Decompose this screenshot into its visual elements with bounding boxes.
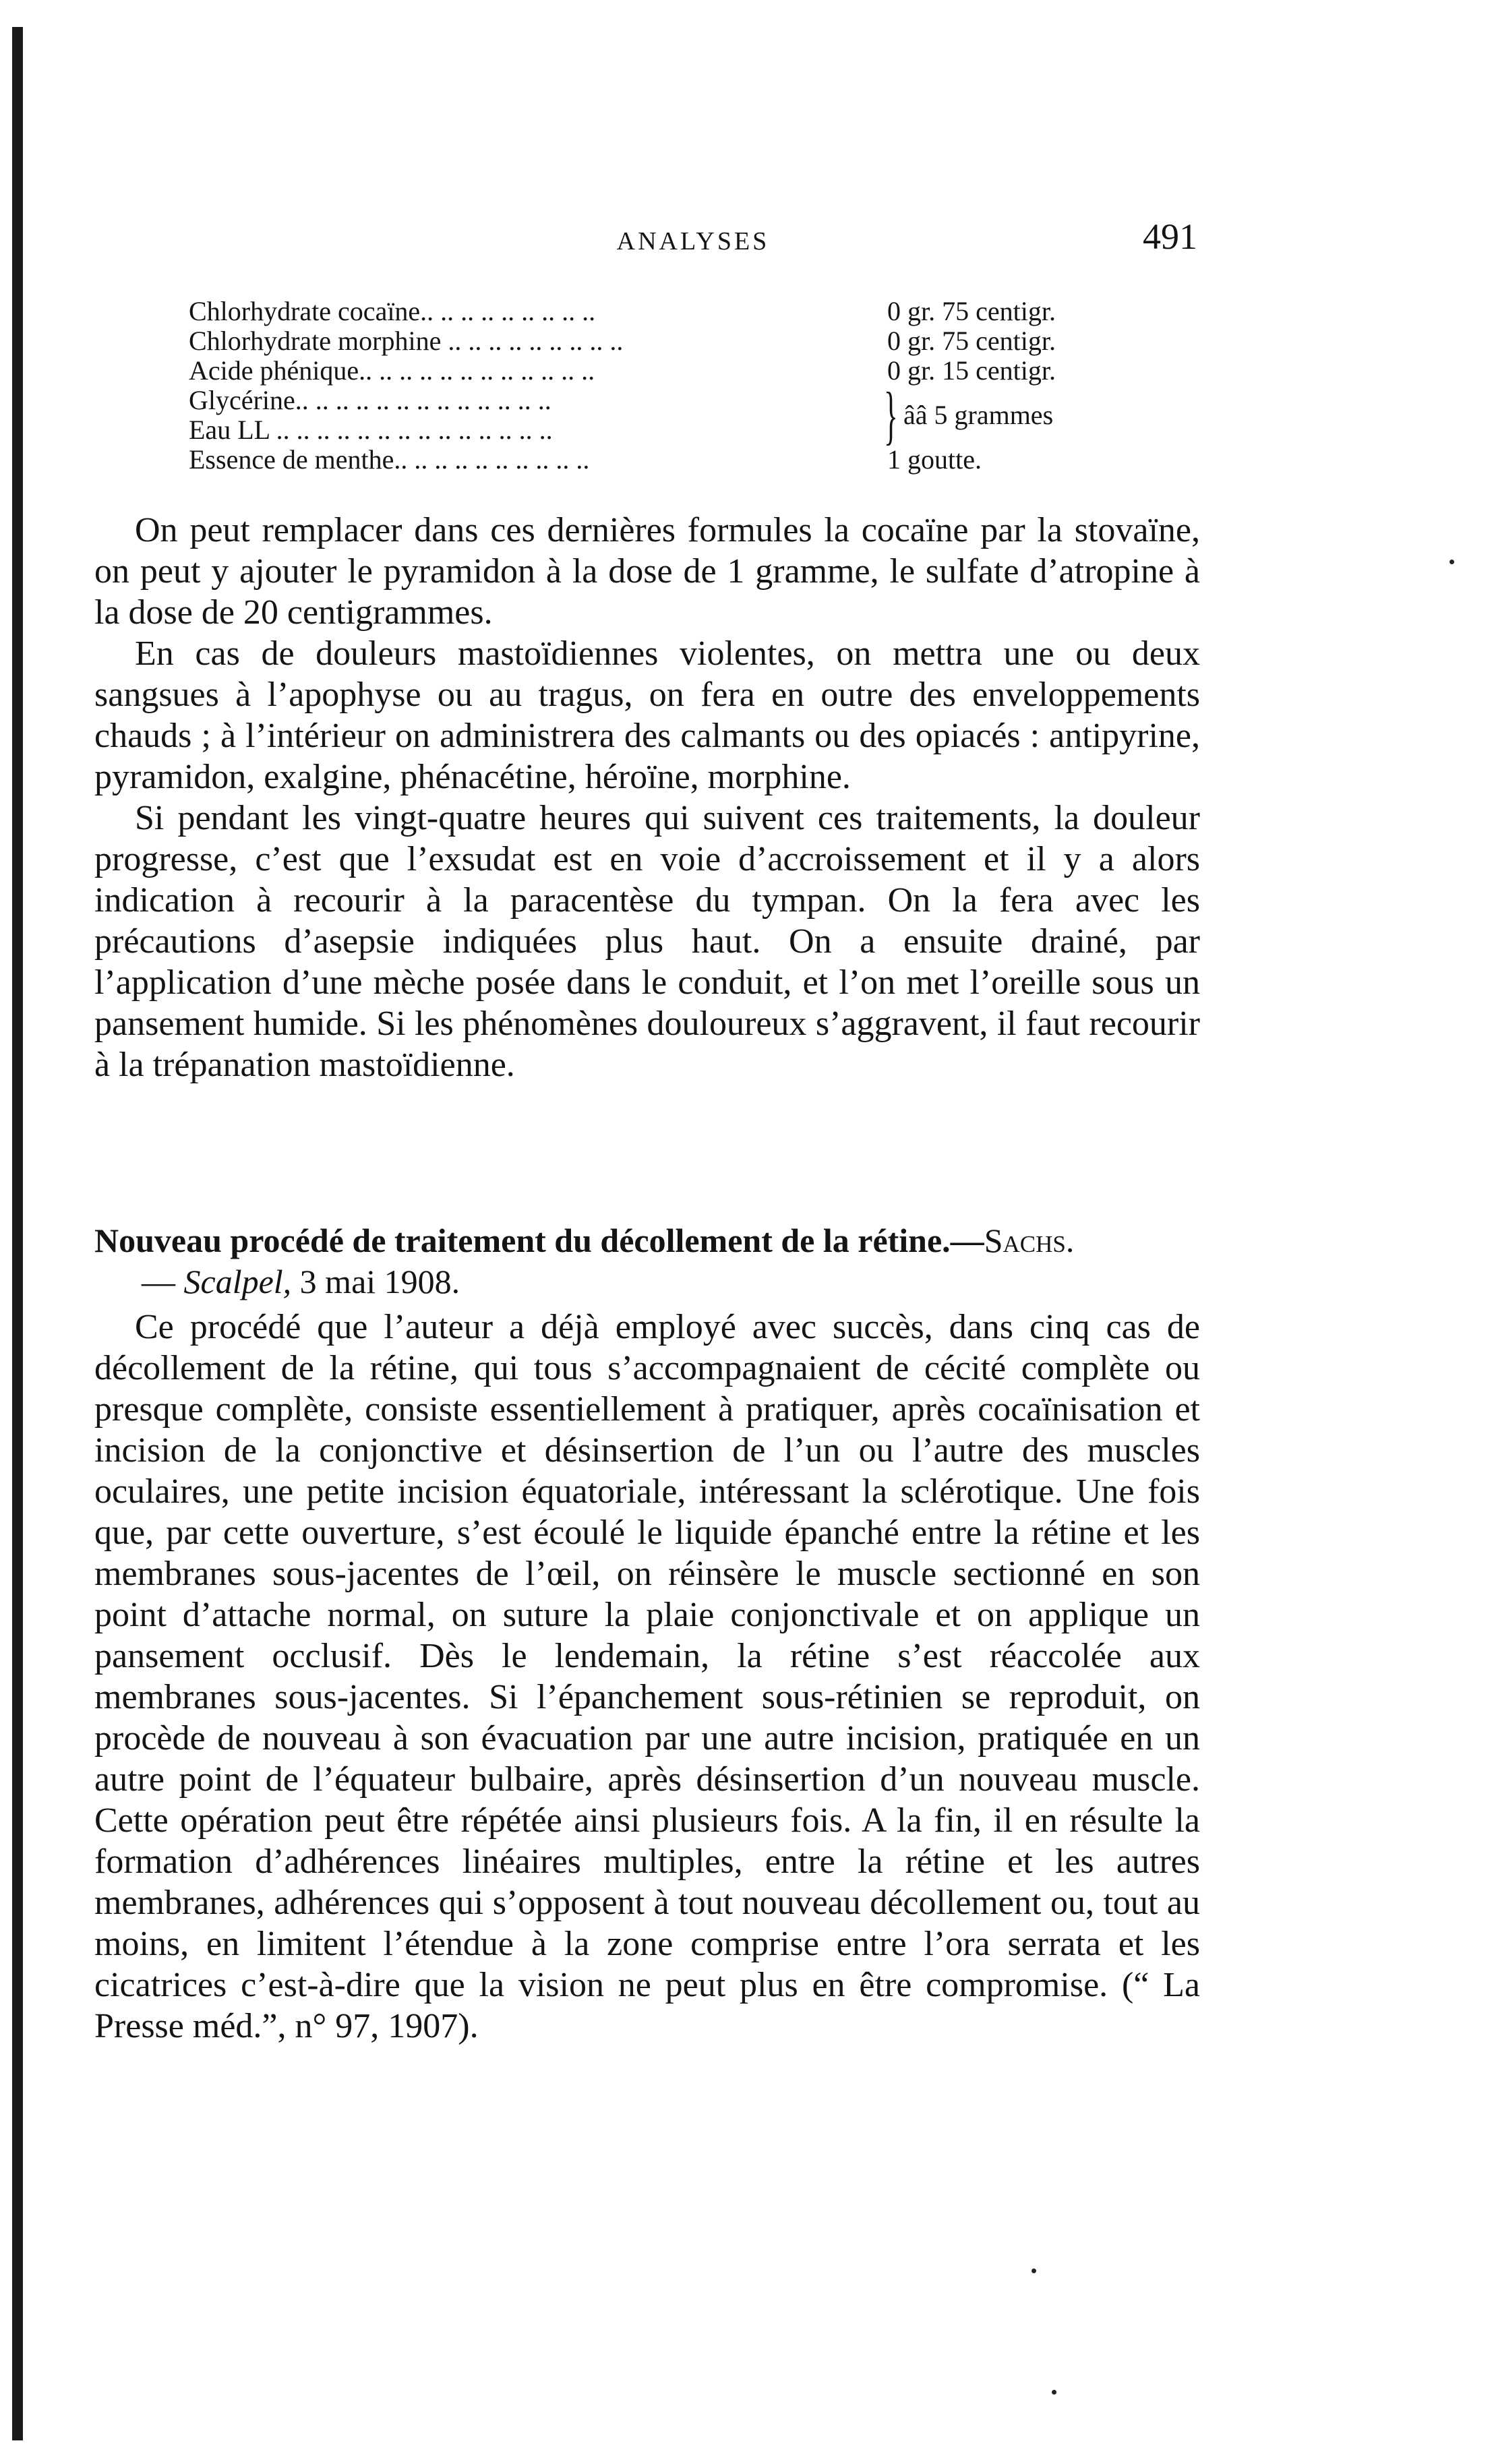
page-number: 491 — [1143, 216, 1197, 257]
article-title: Nouveau procédé de traitement du décollement de la rétine.— — [94, 1222, 984, 1259]
paragraph: Ce procédé que l’auteur a déjà employé avec succès, dans cinq cas de décollement de la rétine, qui tous s’accompagnaient de cécité complète ou presque complète, consiste essentiellement à pratiquer, après cocaïnisation et incision de la conjonctive et désinsertion de l’un ou l’autre des muscles oculaires, une petite incision équatoriale, intéressant la sclérotique. Une fois que, par cette ouverture, s’est écoulé le liquide épanché entre la rétine et les membranes sous-jacentes de l’œil, on réinsère le muscle sectionné en son point d’attache normal, on suture la plaie conjonctivale et on applique un pansement occlusif. Dès le lendemain, la rétine s’est réaccolée aux membranes sous-jacentes. Si l’épanchement sous-rétinien se reproduit, on procède de nouveau à son évacuation par une autre incision, pratiquée en un autre point de l’équateur bulbaire, après désinsertion d’un nouveau muscle. Cette opération peut être répétée ainsi plusieurs fois. A la fin, il en résulte la formation d’adhérences linéaires multiples, entre la rétine et les autres membranes, adhérences qui s’opposent à tout nouveau décollement ou, tout au moins, en limitent l’étendue à la zone comprise entre l’ora serrata et les cicatrices c’est-à-dire que la vision ne peut plus en être compromise. (“ La Presse méd.”, n° 97, 1907). — [94, 1308, 1200, 2045]
paragraph: On peut remplacer dans ces dernières formules la cocaïne par la stovaïne, on peut y ajouter le pyramidon à la dose de 1 gramme, le sulfate d’atropine à la dose de 20 centigrammes. — [94, 511, 1200, 632]
formula-row — [189, 445, 1200, 475]
formula-ingredient: Chlorhydrate cocaïne.. .. .. .. .. .. .. .. .. — [189, 297, 596, 326]
article-source — [94, 1261, 1200, 1302]
formula-ingredient: Eau LL .. .. .. .. .. .. .. .. .. .. .. .. .. .. — [189, 415, 553, 445]
speck-mark — [1052, 2390, 1056, 2395]
speck-mark — [1032, 2268, 1036, 2273]
formula-ingredient: Acide phénique.. .. .. .. .. .. .. .. .. .. .. .. — [189, 356, 595, 386]
speck-mark — [1450, 560, 1454, 564]
formula-quantity: 0 gr. 15 centigr. — [887, 355, 1056, 386]
formula-group-ingredients — [189, 386, 876, 445]
article-author: Sachs. — [984, 1222, 1075, 1259]
page-header — [189, 216, 1197, 270]
scan-edge — [12, 27, 23, 2440]
formula-row — [189, 386, 876, 415]
formula-ingredient: Essence de menthe.. .. .. .. .. .. .. .. .. .. — [189, 445, 590, 475]
formula-row — [189, 415, 876, 445]
source-journal: Scalpel, — [183, 1263, 292, 1300]
running-head: ANALYSES — [616, 227, 770, 256]
formula-row — [189, 356, 1200, 386]
formula-brace-group — [189, 379, 1200, 451]
formula-quantity: 1 goutte. — [887, 444, 982, 475]
article-body — [94, 1306, 1200, 2047]
formula-row — [189, 326, 1200, 356]
brace-symbol: } — [884, 379, 898, 451]
paragraph: En cas de douleurs mastoïdiennes violentes, on mettra une ou deux sangsues à l’apophyse ou au tragus, on fera en outre des enveloppements chauds ; à l’intérieur on administrera des calmants ou des opiacés : antipyrine, pyramidon, exalgine, phénacétine, héroïne, morphine. — [94, 634, 1200, 796]
formula-ingredient: Glycérine.. .. .. .. .. .. .. .. .. .. .. .. .. — [189, 386, 551, 415]
article-heading — [94, 1220, 1200, 1302]
paragraph: Si pendant les vingt-quatre heures qui suivent ces traitements, la douleur progresse, c’est que l’exsudat est en voie d’accroissement et il y a alors indication à recourir à la paracentèse du tympan. On la fera avec les précautions d’asepsie indiquées plus haut. On a ensuite drainé, par l’application d’une mèche posée dans le conduit, et l’on met l’oreille sous un pansement humide. Si les phénomènes douloureux s’aggravent, il faut recourir à la trépanation mastoïdienne. — [94, 799, 1200, 1084]
formula-ingredient: Chlorhydrate morphine .. .. .. .. .. .. .. .. .. — [189, 326, 624, 356]
body-text — [94, 510, 1200, 1085]
formula-quantity: 0 gr. 75 centigr. — [887, 326, 1056, 356]
source-date: 3 mai 1908. — [291, 1263, 460, 1300]
formula-quantity: 0 gr. 75 centigr. — [887, 296, 1056, 326]
source-dash: — — [142, 1263, 184, 1300]
formula-row — [189, 297, 1200, 326]
formula-quantity: ââ 5 grammes — [903, 400, 1054, 430]
prescription-formula — [189, 297, 1200, 475]
